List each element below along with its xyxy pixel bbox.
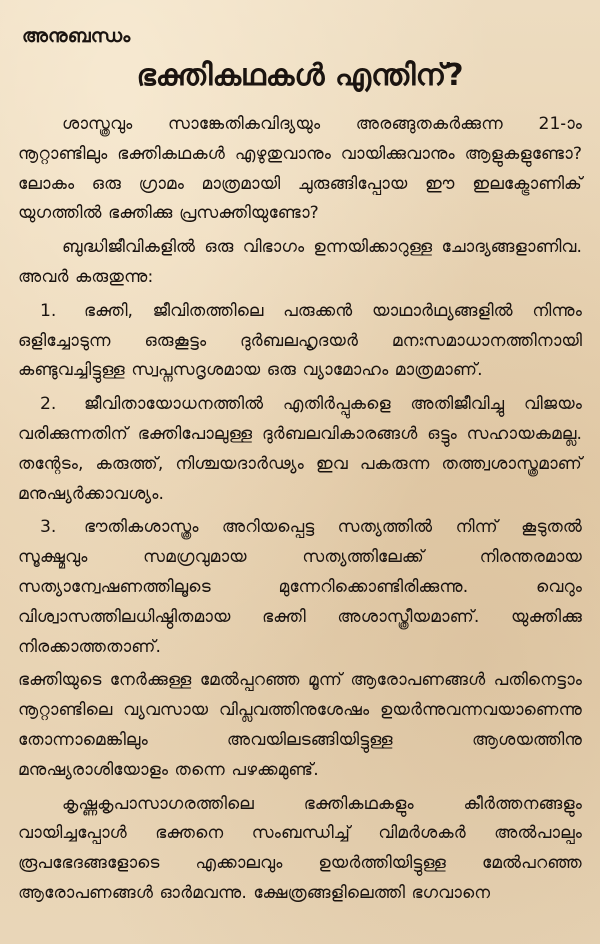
body-text <box>18 110 582 909</box>
section-label: അനുബന്ധം <box>22 25 131 47</box>
paragraph-2: ബുദ്ധിജീവികളിൽ ഒരു വിഭാഗം ഉന്നയിക്കാറുള്ള ചോദ്യങ്ങളാണിവ. അവർ കരുതുന്നു: <box>18 237 582 287</box>
list-item-3 <box>18 513 582 662</box>
list-number: 2. <box>40 394 57 415</box>
list-text: ഭക്തി, ജീവിതത്തിലെ പരുക്കൻ യാഥാർഥ്യങ്ങളിൽ നിന്നും ഒളിച്ചോടുന്ന ഒരുകൂട്ടം ദുർബലഹൃദയർ മനഃസമാധാനത്തിനായി കണ്ടുവച്ചിട്ടുള്ള സ്വപ്നസദൃശമായ ഒരു വ്യാമോഹം മാത്രമാണ്. <box>18 300 582 381</box>
paragraph-3: ഭക്തിയുടെ നേർക്കുള്ള മേൽപ്പറഞ്ഞ മൂന്ന് ആരോപണങ്ങൾ പതിനെട്ടാം നൂറ്റാണ്ടിലെ വ്യവസായ വിപ്ലവത്തിനുശേഷം ഉയർന്നുവന്നവയാണെന്നു തോന്നാമെങ്കിലും അവയിലടങ്ങിയിട്ടുള്ള ആശയത്തിനു മനുഷ്യരാശിയോളം തന്നെ പഴക്കമുണ്ട്. <box>18 670 582 780</box>
list-text: ജീവിതായോധനത്തിൽ എതിർപ്പുകളെ അതിജീവിച്ചു വിജയം വരിക്കുന്നതിന് ഭക്തിപോലുള്ള ദുർബലവികാരങ്ങൾ ഒട്ടും സഹായകമല്ല. തന്റേടം, കരുത്ത്, നിശ്ചയദാർഢ്യം ഇവ പകരുന്ന തത്ത്വശാസ്ത്രമാണ് മനുഷ്യർക്കാവശ്യം. <box>18 394 582 504</box>
page-title: ഭക്തികഥകൾ എന്തിന്? <box>136 58 464 93</box>
paragraph-4: കൃഷ്ണകൃപാസാഗരത്തിലെ ഭക്തികഥകളും കീർത്തനങ്ങളും വായിച്ചപ്പോൾ ഭക്തനെ സംബന്ധിച്ച് വിമർശകർ അൽപാല്പം രൂപഭേദങ്ങളോടെ എക്കാലവും ഉയർത്തിയിട്ടുള്ള മേൽപറഞ്ഞ ആരോപണങ്ങൾ ഓർമവന്നു. ക്ഷേത്രങ്ങളിലെത്തി ഭഗവാനെ <box>18 793 582 903</box>
list-number: 1. <box>40 300 57 321</box>
list-text: ഭൗതികശാസ്ത്രം അറിയപ്പെട്ട സത്യത്തിൽ നിന്ന് കൂടുതൽ സൂക്ഷ്മവും സമഗ്രവുമായ സത്യത്തിലേക്ക് നിരന്തരമായ സത്യാന്വേഷണത്തിലൂടെ മുന്നേറിക്കൊണ്ടിരിക്കുന്നു. വെറും വിശ്വാസത്തിലധിഷ്ഠിതമായ ഭക്തി അശാസ്ത്രീയമാണ്. യുക്തിക്കു നിരക്കാത്തതാണ്. <box>18 517 582 657</box>
paragraph-1: ശാസ്ത്രവും സാങ്കേതികവിദ്യയും അരങ്ങുതകർക്കുന്ന 21-ാം നൂറ്റാണ്ടിലും ഭക്തികഥകൾ എഴുതുവാനും വായിക്കുവാനും ആളുകളുണ്ടോ? ലോകം ഒരു ഗ്രാമം മാത്രമായി ചുരുങ്ങിപ്പോയ ഈ ഇലക്ട്രോണിക് യുഗത്തിൽ ഭക്തിക്കു പ്രസക്തിയുണ്ടോ? <box>18 114 582 224</box>
list-number: 3. <box>40 517 57 538</box>
list-item-1 <box>18 297 582 386</box>
list-item-2 <box>18 390 582 509</box>
